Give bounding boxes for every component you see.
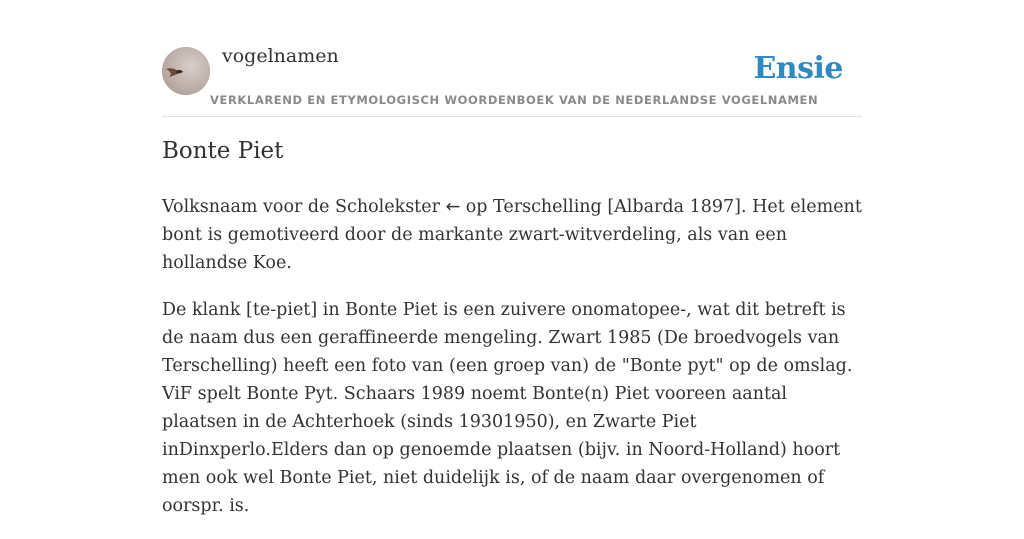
entry-title: Bonte Piet	[162, 138, 284, 164]
entry-paragraph	[162, 193, 862, 277]
site-name[interactable]: vogelnamen	[222, 45, 339, 67]
site-tagline: VERKLAREND EN ETYMOLOGISCH WOORDENBOEK VAN DE NEDERLANDSE VOGELNAMEN	[210, 93, 819, 107]
site-header	[162, 0, 862, 117]
bird-image-icon	[162, 47, 210, 95]
entry-text: op Terschelling [Albarda 1897]. Het element bont is gemotiveerd door de markante zwart-witverdeling, als van een hollandse Koe.	[162, 197, 862, 273]
site-avatar[interactable]	[162, 47, 210, 95]
entry-text: Volksnaam voor de Scholekster	[162, 197, 446, 217]
entry-body	[162, 193, 862, 539]
entry-paragraph: De klank [te-piet] in Bonte Piet is een zuivere onomatopee-, wat dit betreft is de naam dus een geraffineerde mengeling. Zwart 1985 (De broedvogels van Terschelling) heeft een foto van (een groep van) de "Bonte pyt" op de omslag. ViF spelt Bonte Pyt. Schaars 1989 noemt Bonte(n) Piet vooreen aantal plaatsen in de Achterhoek (sinds 19301950), en Zwarte Piet inDinxperlo.Elders dan op genoemde plaatsen (bijv. in Noord-Holland) hoort men ook wel Bonte Piet, niet duidelijk is, of de naam daar overgenomen of oorspr. is.	[162, 300, 853, 516]
brand-logo[interactable]: Ensie	[753, 51, 843, 86]
page	[162, 0, 862, 516]
left-arrow-icon[interactable]: ←	[445, 197, 461, 217]
